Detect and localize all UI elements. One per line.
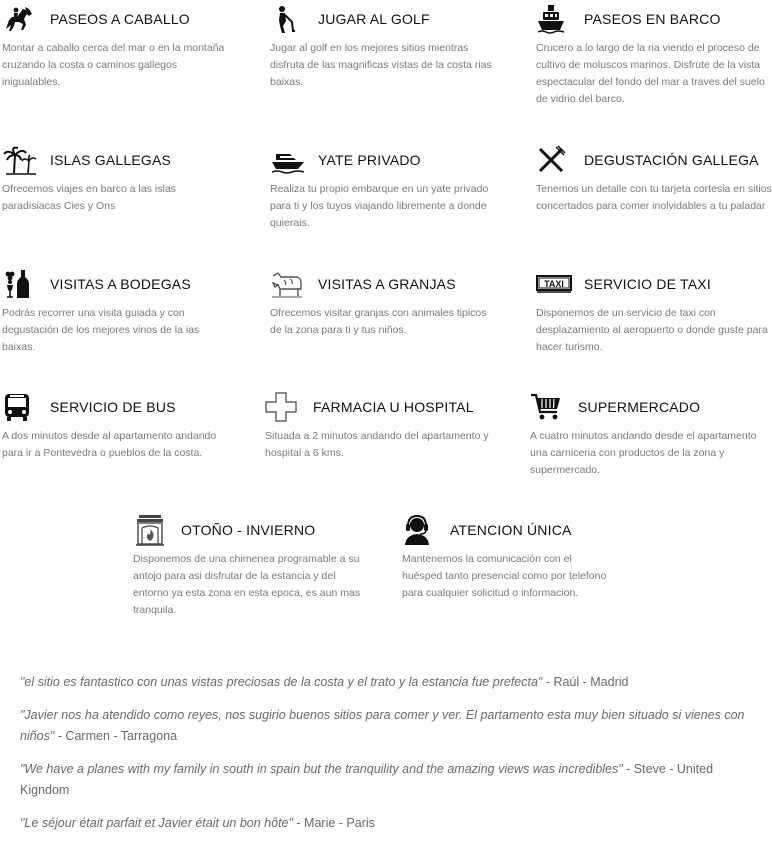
service-description: Tenemos un detalle con tu tarjeta cortesia en sitios concertados para comer inolvidables a tu paladar — [536, 183, 772, 212]
service-card-jugar-al-golf — [270, 4, 500, 91]
service-title: PASEOS A CABALLO — [50, 11, 190, 27]
service-description: Montar a caballo cerca del mar o en la montaña cruzando la costa o caminos gallegos inigualables. — [2, 42, 225, 88]
testimonial-quote: "We have a planes with my family in south in spain but the tranquility and the amazing views was incredibles" — [20, 762, 623, 776]
service-title: ATENCION ÚNICA — [450, 522, 572, 538]
service-card-servicio-de-taxi — [536, 269, 772, 356]
service-description: Disponemos de una chimenea programable a su antojo para asi disfrutar de la estancia y del entorno ya esta zona en esta epoca, es aun mas tranquila. — [133, 553, 361, 616]
service-card-yate-privado — [270, 145, 500, 232]
service-card-farmacia-u-hospital — [265, 392, 495, 462]
testimonial — [20, 759, 760, 801]
service-description: Realiza tu propio embarque en un yate privado para ti y los tuyos viajando libremente a donde quierais. — [270, 183, 489, 229]
headset-operator-icon — [402, 515, 440, 545]
testimonial — [20, 813, 760, 834]
testimonial-author: - Steve - United Kigndom — [20, 762, 714, 797]
palm-island-icon — [2, 145, 40, 175]
service-description: A dos minutos desde al apartamento andando para ir a Pontevedra o pueblos de la costa. — [2, 430, 217, 459]
service-title: DEGUSTACIÓN GALLEGA — [584, 152, 759, 168]
service-card-supermercado — [530, 392, 766, 479]
service-description: Ofrecemos visitar granjas con animales tipicos de la zona para ti y tus niños. — [270, 307, 487, 336]
service-description: Jugar al golf en los mejores sitios mientras disfruta de las magnificas vistas de la costa rias baixas. — [270, 42, 492, 88]
testimonial-author: - Carmen - Tarragona — [54, 729, 178, 743]
service-card-visitas-a-bodegas — [2, 269, 232, 356]
service-card-paseos-a-caballo — [2, 4, 232, 91]
service-card-degustacion-gallega — [536, 145, 772, 215]
service-title: SERVICIO DE TAXI — [584, 276, 711, 292]
service-description: Situada a 2 minutos andando del apartamento y hospital a 6 kms. — [265, 430, 489, 459]
service-title: VISITAS A BODEGAS — [50, 276, 191, 292]
service-title: YATE PRIVADO — [318, 152, 421, 168]
service-title: JUGAR AL GOLF — [318, 11, 430, 27]
service-card-visitas-a-granjas — [270, 269, 500, 339]
service-title: FARMACIA U HOSPITAL — [313, 399, 474, 415]
service-title: OTOÑO - INVIERNO — [181, 522, 316, 538]
service-description: Disponemos de un servicio de taxi con desplazamiento al aeropuerto o donde guste para hacer turismo. — [536, 307, 768, 353]
ship-icon — [536, 4, 574, 34]
testimonial-quote: "el sitio es fantastico con unas vistas preciosas de la costa y el trato y la estancia fue prefecta" — [20, 675, 543, 689]
service-title: SERVICIO DE BUS — [50, 399, 176, 415]
testimonial-author: - Raúl - Madrid — [542, 675, 629, 689]
testimonial-author: - Marie - Paris — [292, 816, 375, 830]
testimonials-section — [20, 672, 760, 846]
service-description: Crucero a lo largo de la ria viendo el proceso de cultivo de moluscos marinos. Disfrute de la vista espectacular del fondo del mar a traves del suelo de vidrio del barco. — [536, 42, 765, 105]
service-card-otono-invierno — [133, 515, 371, 619]
service-card-atencion-unica — [402, 515, 612, 602]
service-title: VISITAS A GRANJAS — [318, 276, 456, 292]
cow-icon — [270, 269, 308, 299]
testimonial — [20, 705, 760, 747]
fork-knife-icon — [536, 145, 574, 175]
taxi-sign-icon — [536, 269, 574, 299]
service-title: PASEOS EN BARCO — [584, 11, 721, 27]
service-title: ISLAS GALLEGAS — [50, 152, 172, 168]
taxi-sign-text: TAXI — [544, 279, 564, 289]
testimonial-quote: "Le séjour était parfait et Javier était un bon hôte" — [20, 816, 293, 830]
testimonial-quote: "Javier nos ha atendido como reyes, nos sugirio buenos sitios para comer y ver. El partamento esta muy bien situado si vienes con niños" — [20, 708, 745, 743]
golfer-icon — [270, 4, 308, 34]
wine-icon — [2, 269, 40, 299]
shopping-cart-icon — [530, 392, 568, 422]
service-card-servicio-de-bus — [2, 392, 240, 462]
fireplace-icon — [133, 515, 171, 545]
yacht-icon — [270, 145, 308, 175]
service-description: Mantenemos la comunicación con el huésped tanto presencial como por telefono para cualquier solicitud o informacion. — [402, 553, 607, 599]
horse-rider-icon — [2, 4, 40, 34]
medical-cross-icon — [265, 392, 303, 422]
bus-icon — [2, 392, 40, 422]
service-description: Ofrecemos viajes en barco a las islas paradisiacas Cies y Ons — [2, 183, 176, 212]
testimonial — [20, 672, 760, 693]
service-card-islas-gallegas — [2, 145, 232, 215]
service-description: A cuatro minutos andando desde el apartamento una carniceria con productos de la zona y supermercado. — [530, 430, 757, 476]
service-title: SUPERMERCADO — [578, 399, 701, 415]
service-description: Podrás recorrer una visita guiada y con degustación de los mejores vinos de la ias baixas. — [2, 307, 200, 353]
service-card-paseos-en-barco — [536, 4, 772, 108]
